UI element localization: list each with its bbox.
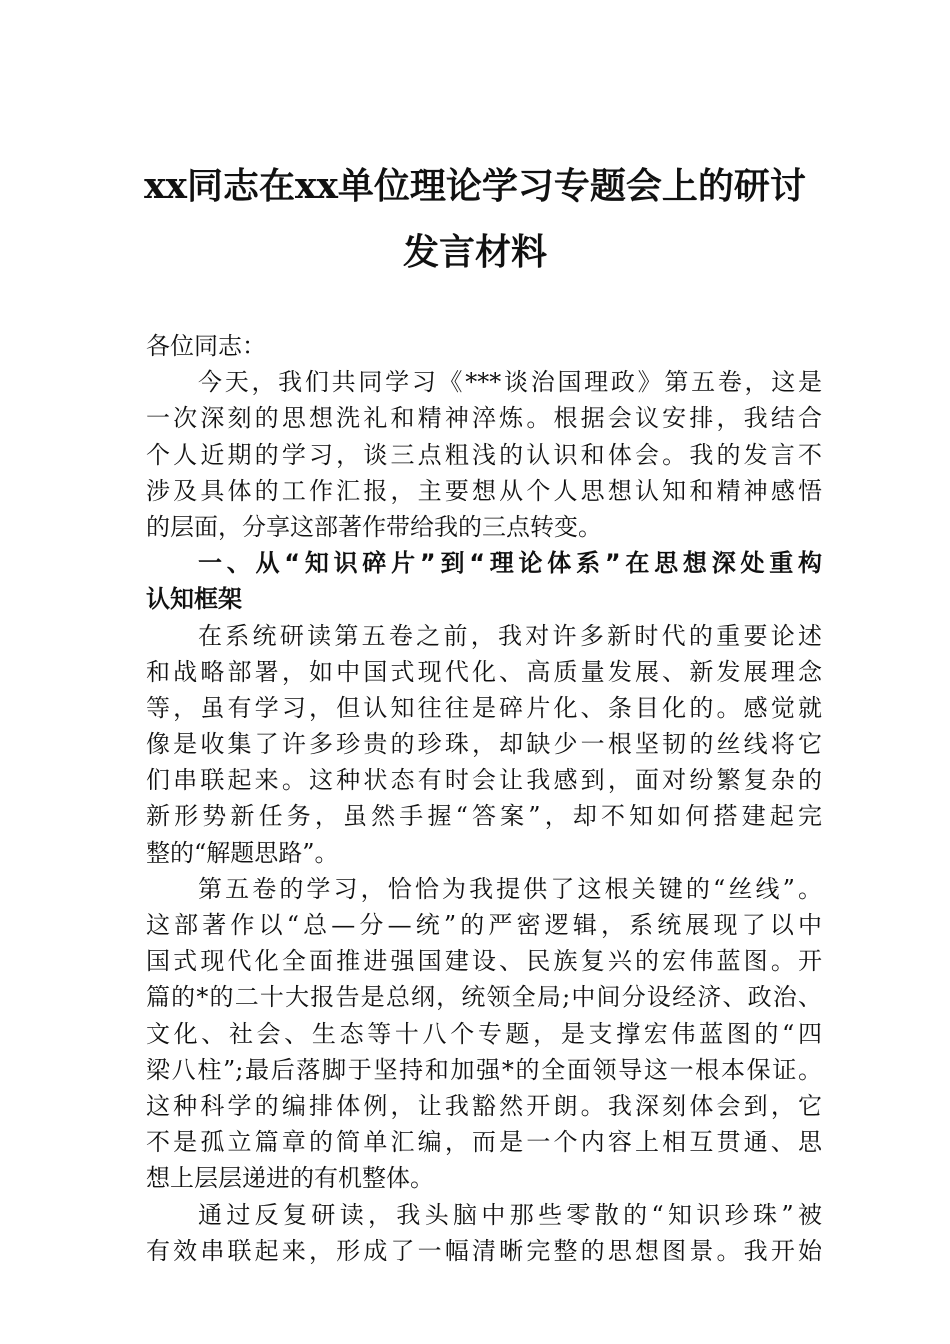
- text-line: 通过反复研读，我头脑中那些零散的“知识珍珠”被: [198, 1200, 822, 1229]
- heading-line: 认知框架: [146, 585, 242, 614]
- text-line: 这部著作以“总—分—统”的严密逻辑，系统展现了以中: [146, 911, 822, 939]
- paragraph-before-reading: [146, 618, 822, 871]
- heading-line: 一、从“知识碎片”到“理论体系”在思想深处重构: [198, 549, 822, 578]
- salutation: 各位同志：: [146, 332, 266, 360]
- text-line: 第五卷的学习，恰恰为我提供了这根关键的“丝线”。: [198, 874, 822, 903]
- paragraph-repeated-reading: [146, 1197, 822, 1269]
- text-line: 一次深刻的思想洗礼和精神淬炼。根据会议安排，我结合: [146, 404, 822, 433]
- text-line: 新形势新任务，虽然手握“答案”，却不知如何搭建起完: [146, 802, 822, 831]
- text-line: 篇的*的二十大报告是总纲，统领全局;中间分设经济、政治、: [146, 983, 822, 1012]
- text-line: 梁八柱”;最后落脚于坚持和加强*的全面领导这一根本保证。: [146, 1055, 822, 1084]
- text-line: 今天，我们共同学习《***谈治国理政》第五卷，这是: [198, 368, 822, 397]
- text-line: 像是收集了许多珍贵的珍珠，却缺少一根坚韧的丝线将它: [146, 730, 822, 759]
- text-line: 不是孤立篇章的简单汇编，而是一个内容上相互贯通、思: [146, 1128, 822, 1157]
- document-body: [146, 328, 822, 1269]
- document-title-line-1: xx同志在xx单位理论学习专题会上的研讨: [144, 165, 806, 207]
- text-line: 文化、社会、生态等十八个专题，是支撑宏伟蓝图的“四: [146, 1019, 822, 1048]
- text-line: 等，虽有学习，但认知往往是碎片化、条目化的。感觉就: [146, 693, 822, 722]
- paragraph-volume-structure: [146, 871, 822, 1197]
- text-line: 涉及具体的工作汇报，主要想从个人思想认知和精神感悟: [146, 476, 822, 505]
- text-line: 国式现代化全面推进强国建设、民族复兴的宏伟蓝图。开: [146, 947, 822, 976]
- text-line: 个人近期的学习，谈三点粗浅的认识和体会。我的发言不: [146, 440, 822, 469]
- text-line: 和战略部署，如中国式现代化、高质量发展、新发展理念: [146, 657, 822, 686]
- text-line: 想上层层递进的有机整体。: [146, 1164, 434, 1193]
- text-line: 们串联起来。这种状态有时会让我感到，面对纷繁复杂的: [146, 766, 822, 795]
- paragraph-intro: [146, 364, 822, 545]
- text-line: 这种科学的编排体例，让我豁然开朗。我深刻体会到，它: [146, 1091, 822, 1120]
- document-title-line-2: 发言材料: [402, 231, 547, 273]
- text-line: 的层面，分享这部著作带给我的三点转变。: [146, 512, 602, 541]
- text-line: 在系统研读第五卷之前，我对许多新时代的重要论述: [198, 621, 822, 650]
- text-line: 有效串联起来，形成了一幅清晰完整的思想图景。我开始: [146, 1236, 822, 1265]
- text-line: 整的“解题思路”。: [146, 838, 339, 867]
- section-heading-1: [146, 545, 822, 617]
